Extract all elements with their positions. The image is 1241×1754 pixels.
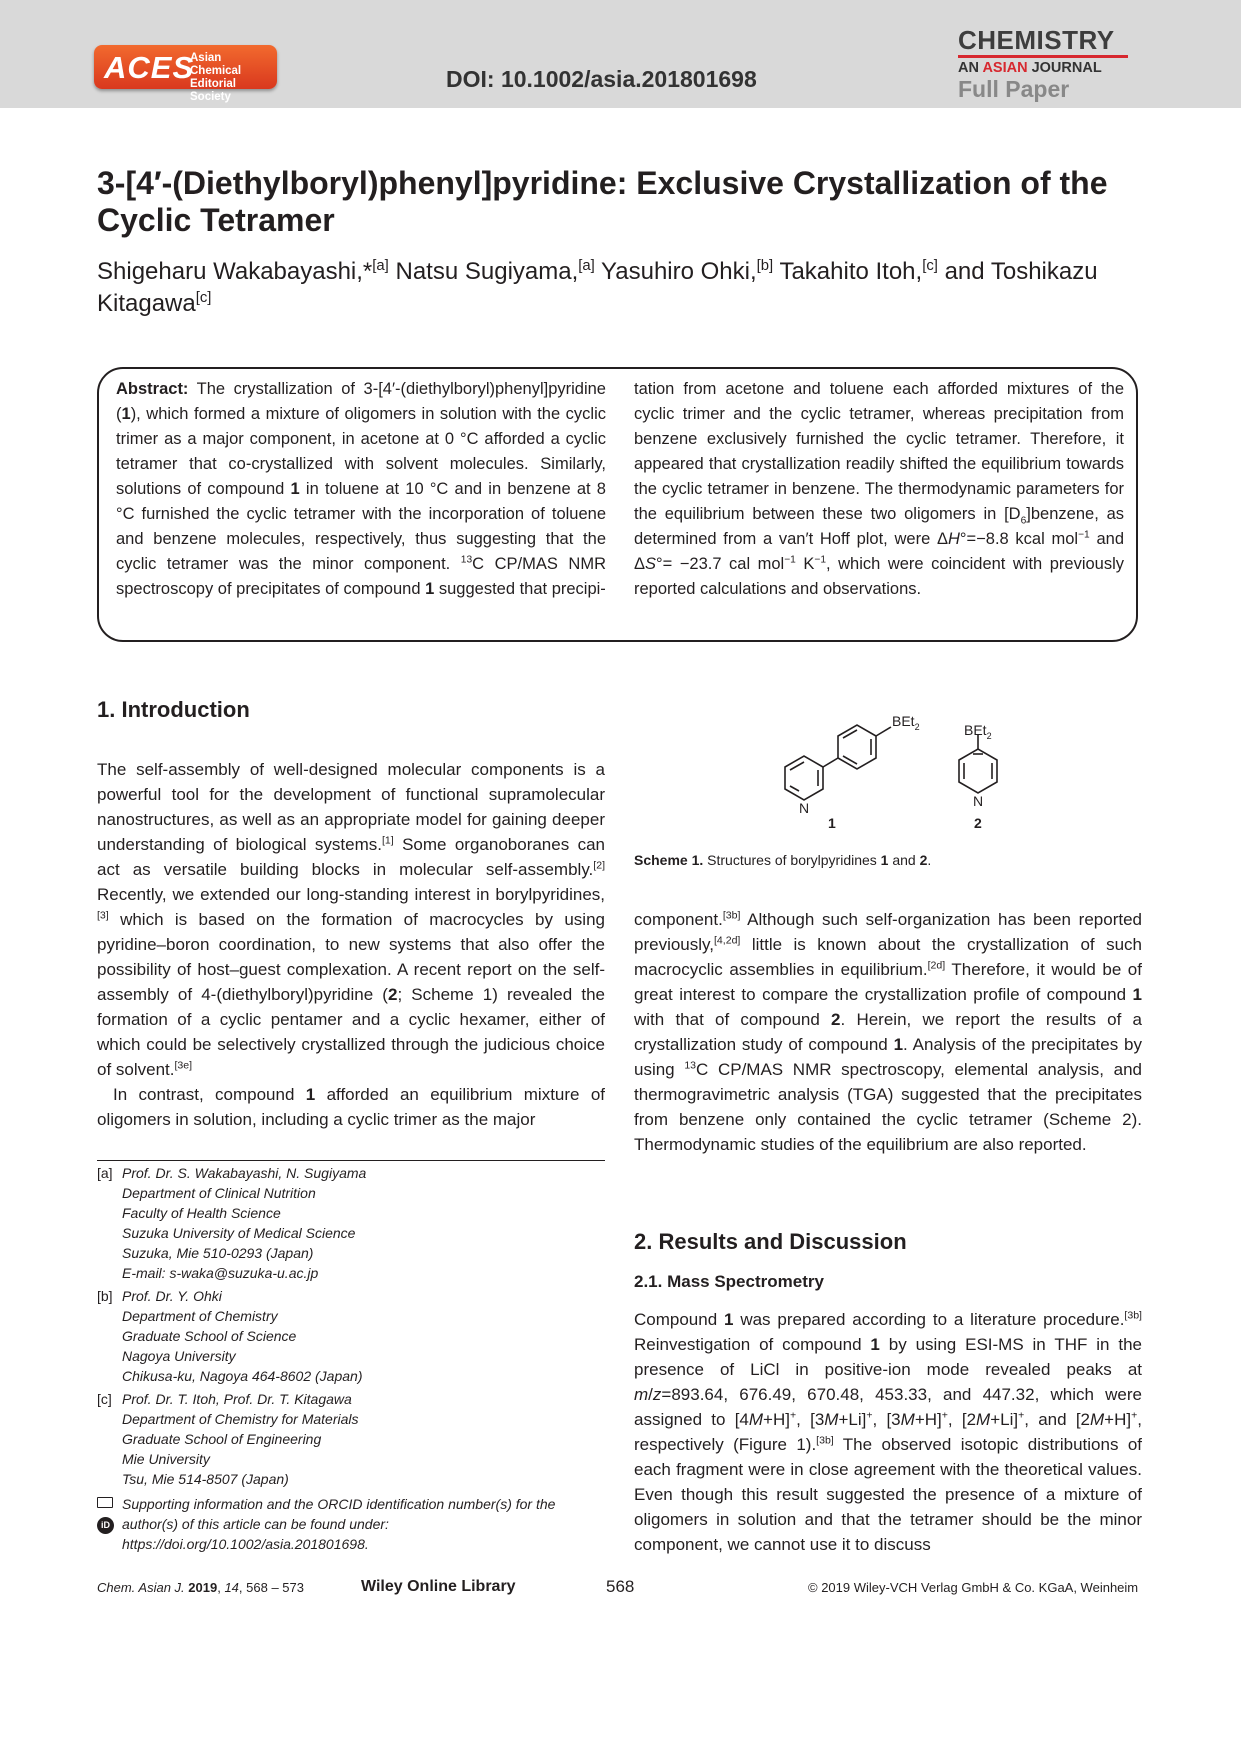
aces-logo-subtext: Asian Chemical Editorial Society <box>190 52 242 103</box>
scheme-1-structures <box>760 705 1030 830</box>
orcid-icon: iD <box>97 1517 114 1534</box>
abstract-left-column: Abstract: The crystallization of 3-[4′-(diethylboryl)phenyl]pyridine (1), which formed a mixture of oligomers in solution with the cyclic trimer as a major component, in acetone at 0 °C afforded a cyclic tetramer that co-crystallized with solvent molecules. Similarly, solutions of compound 1 in toluene at 10 °C and in benzene at 8 °C furnished the cyclic tetramer with the incorporation of toluene and benzene molecules, respectively, thus suggesting that the cyclic tetramer was the minor component. $^{13}$C CP/MAS NMR spectroscopy of precipitates of compound 1 suggested that precipi- <box>116 380 607 598</box>
compound-number-2: 2 <box>974 815 982 830</box>
supporting-info-note <box>97 1494 609 1554</box>
abstract-right-column: tation from acetone and toluene each afforded mixtures of the cyclic trimer and the cyclic tetramer, whereas precipitation from benzene exclusively furnished the cyclic tetramer. Therefore, it appeared that crystallization readily shifted the equilibrium towards the cyclic tetramer in benzene. The thermodynamic parameters for the equilibrium between these two oligomers in $[D_6]benzene$, as determined from a van′t Hoff plot, were ΔH°=−8.8 kcal mol$^{-1}$ and ΔS°= −23.7 cal mol$^{-1}$ $K^{-1}$, which were coincident with previously reported calculations and observations. <box>634 380 1124 598</box>
journal-logo <box>958 26 1128 101</box>
scheme-1-caption: Scheme 1. Structures of borylpyridines 1 and 2. <box>634 852 932 868</box>
affiliation-key: [c] <box>97 1391 112 1407</box>
computer-icon <box>97 1497 113 1508</box>
affiliation-key: [b] <box>97 1288 113 1304</box>
author-list: Shigeharu Wakabayashi,*[a] Natsu Sugiyama,[a] Yasuhiro Ohki,[b] Takahito Itoh,[c] and Toshikazu Kitagawa[c] <box>97 258 1098 317</box>
scheme-substituent-label: BEt$_2$ <box>892 713 920 732</box>
footer-publisher[interactable]: Wiley Online Library <box>361 1578 516 1595</box>
affiliation-key: [a] <box>97 1165 113 1181</box>
affiliation-address: Prof. Dr. Y. Ohki Department of Chemistry Graduate School of Science Nagoya University Chikusa-ku, Nagoya 464-8602 (Japan) <box>122 1288 363 1384</box>
article-title: 3-[4′-(Diethylboryl)phenyl]pyridine: Exclusive Crystallization of the Cyclic Tetramer <box>97 165 1108 238</box>
footer-citation: Chem. Asian J. 2019, 14, 568 – 573 <box>97 1580 304 1595</box>
mass-spec-paragraph: Compound 1 was prepared according to a literature procedure.[3b] Reinvestigation of compound 1 by using ESI-MS in THF in the presence of LiCl in positive-ion mode revealed peaks at m/z=893.64, 676.49, 670.48, 453.33, and 447.32, which were assigned to [4M+H]+, [3M+Li]+, [3M+H]+, [2M+Li]+, and [2M+H]+, respectively (Figure 1).[3b] The observed isotopic distributions of each fragment were in close agreement with the theoretical values. Even though this result suggested the presence of a mixture of oligomers in solution and that the tetramer should be the minor component, we cannot use it to discuss <box>634 1309 1142 1554</box>
intro-heading: 1. Introduction <box>97 697 250 722</box>
footer-copyright: © 2019 Wiley-VCH Verlag GmbH & Co. KGaA, Weinheim <box>808 1580 1139 1595</box>
scheme-nitrogen-label: N <box>973 793 984 809</box>
aces-logo-text: ACES <box>104 50 195 85</box>
intro-paragraph-2: In contrast, compound 1 afforded an equilibrium mixture of oligomers in solution, including a cyclic trimer as the major <box>97 1085 605 1129</box>
journal-subname: AN ASIAN JOURNAL <box>958 60 1102 76</box>
affiliation-address: Prof. Dr. T. Itoh, Prof. Dr. T. Kitagawa Department of Chemistry for Materials Graduate School of Engineering Mie University Tsu, Mie 514-8507 (Japan) <box>122 1391 359 1487</box>
journal-name: CHEMISTRY <box>958 26 1128 58</box>
affiliation-address: Prof. Dr. S. Wakabayashi, N. Sugiyama Department of Clinical Nutrition Faculty of Health Science Suzuka University of Medical Science Suzuka, Mie 510-0293 (Japan) E-mail: s-waka@suzuka-u.ac.jp <box>122 1165 367 1281</box>
article-type: Full Paper <box>958 76 1070 102</box>
scheme-nitrogen-label: N <box>799 800 810 816</box>
affiliation-a <box>97 1163 617 1283</box>
doi[interactable]: DOI: 10.1002/asia.201801698 <box>446 66 757 92</box>
intro-paragraph-1: The self-assembly of well-designed molecular components is a powerful tool for the development of functional supramolecular nanostructures, as well as an appropriate model for gaining deeper understanding of biological systems.[1] Some organoboranes can act as versatile building blocks in molecular self-assembly.[2] Recently, we extended our long-standing interest in borylpyridines,[3] which is based on the formation of macrocycles by using pyridine–boron coordination, to new systems that also offer the possibility of host–guest complexation. A recent report on the self-assembly of 4-(diethylboryl)pyridine (2; Scheme 1) revealed the formation of a cyclic pentamer and a cyclic hexamer, either of which could be selectively crystallized through the judicious choice of solvent.[3e] <box>97 760 605 1079</box>
affiliation-c <box>97 1389 617 1489</box>
page-number: 568 <box>606 1577 635 1596</box>
aces-logo <box>94 45 277 103</box>
scheme-substituent-label: BEt$_2$ <box>964 722 992 741</box>
mass-spec-subheading: 2.1. Mass Spectrometry <box>634 1272 824 1291</box>
footnote-divider <box>97 1160 605 1161</box>
supporting-info-text[interactable]: Supporting information and the ORCID identification number(s) for the author(s) of this article can be found under: https://doi.org/10.1002/asia.201801698. <box>122 1496 556 1552</box>
intro-paragraph-continued: component.[3b] Although such self-organization has been reported previously,[4,2d] little is known about the crystallization of such macrocyclic assemblies in equilibrium.[2d] Therefore, it would be of great interest to compare the crystallization profile of compound 1 with that of compound 2. Herein, we report the results of a crystallization study of compound 1. Analysis of the precipitates by using $^{13}$C CP/MAS NMR spectroscopy, elemental analysis, and thermogravimetric analysis (TGA) suggested that the precipitates from benzene only contained the cyclic tetramer (Scheme 2). Thermodynamic studies of the equilibrium are also reported. <box>634 909 1143 1154</box>
results-heading: 2. Results and Discussion <box>634 1229 907 1254</box>
compound-number-1: 1 <box>828 815 836 830</box>
affiliation-b <box>97 1286 617 1386</box>
